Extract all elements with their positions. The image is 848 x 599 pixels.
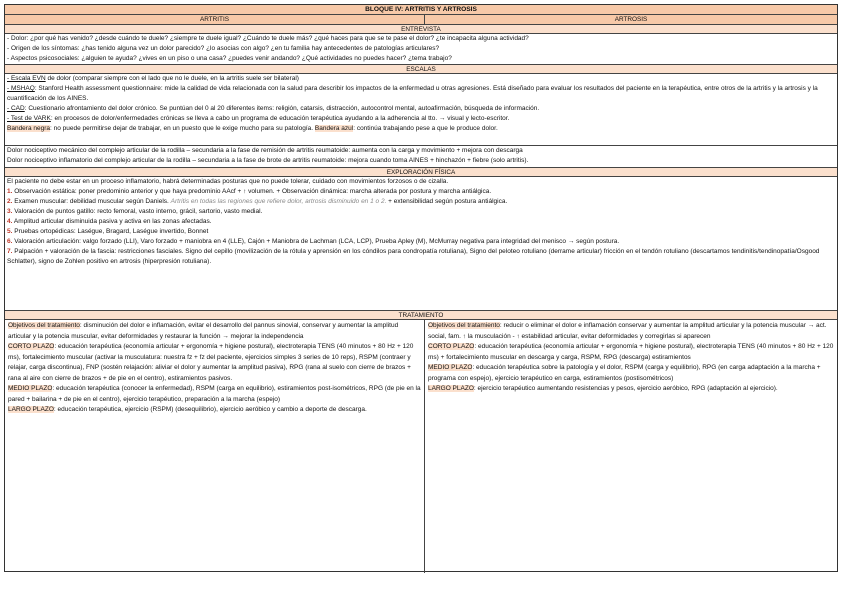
document-table <box>4 4 838 572</box>
tratamiento-item: MEDIO PLAZO: educación terapéutica sobre la patología y el dolor, RSPM (carga y equilibrio), RPG (en carga adaptación a la marcha + programa con espejo), ejercicio terapéutico en carga, estiramientos (postisométricos) <box>428 364 821 382</box>
section-heading-tratamiento: TRATAMIENTO <box>5 311 837 320</box>
exploracion-item: 6. Valoración articulación: valgo forzado (LLI), Varo forzado + maniobra en 4 (LLE), Cajón + Maniobra de Lachman (LCA, LCP), Prueba Apley (M), McMurray negativa para integridad del menisco → según postura. <box>7 238 620 245</box>
exploracion-intro: El paciente no debe estar en un proceso inflamatorio, habrá determinadas posturas que no puede tolerar, cuidado con movimientos forzosos o de cizalla. <box>7 178 449 185</box>
tratamiento-item: Objetivos del tratamiento: reducir o eliminar el dolor e inflamación conservar y aumentar la amplitud articular y la potencia muscular → act. social, fam. ↑ la musculación - ↑ estabilidad articular, evitar deformidades y corregirlas si aparecen <box>428 322 827 340</box>
escala-vark: - Test de VARK: en procesos de dolor/enfermedades crónicas se lleva a cabo un programa de educación terapéutica ayudando a la adherencia al tto. → visual y lecto-escritor. <box>7 115 510 122</box>
escala-label: - MSHAQ <box>7 85 35 92</box>
exploracion-item: 1. Observación estática: poner predominio anterior y que haya predominio AAcf + ↑ volumen. + Observación dinámica: marcha alterada por postura y marcha antiálgica. <box>7 188 492 195</box>
tratamiento-artrosis <box>425 320 837 573</box>
dolor-line: Dolor nociceptivo inflamatorio del complejo articular de la rodilla – secundaria a la fase de brote de artritis reumatoide: mejora cuando toma AINES + hinchazón + fiebre (solo artritis). <box>7 157 529 164</box>
entrevista-block <box>5 34 837 65</box>
tratamiento-item: CORTO PLAZO: educación terapéutica (economía articular + ergonomía + higiene postural), electroterapia TENS (40 minutos + 80 Hz + 120 ms) + fortalecimiento muscular en descarga y carga, RSPM, RPG (descarga) estiramientos <box>428 343 834 361</box>
section-heading-escalas: ESCALAS <box>5 65 837 74</box>
entrevista-line: - Dolor: ¿por qué has venido? ¿desde cuándo te duele? ¿siempre te duele igual? ¿Cuándo te duele más? ¿qué haces para que se te pase el dolor? ¿te incapacita alguna actividad? <box>7 35 529 42</box>
section-heading-exploracion: EXPLORACIÓN FÍSICA <box>5 168 837 177</box>
escala-eva: - Escala EVN de dolor (comparar siempre con el lado que no le duele, en la artritis suele ser bilateral) <box>7 75 299 82</box>
tratamiento-block <box>5 320 837 573</box>
tratamiento-item: MEDIO PLAZO: educación terapéutica (conocer la enfermedad), RSPM (carga en equilibrio), estiramientos post-isométricos, RPG (de pie en la pared + bailarina + de pie en el centro), ejercicio terapéutico, preparación a la marcha (espejo) <box>8 385 421 403</box>
entrevista-line: - Aspectos psicosociales: ¿alguien te ayuda? ¿vives en un piso o una casa? ¿puedes venir andando? ¿Qué actividades no puedes hacer? ¿tema trabajo? <box>7 55 452 62</box>
escala-cad: - CAD: Cuestionario afrontamiento del dolor crónico. Se puntúan del 0 al 20 diferentes items: religión, catarsis, distracción, autocontrol mental, autoafirmación, búsqueda de información. <box>7 105 540 112</box>
banderas-line: Bandera negra: no puede permitirse dejar de trabajar, en un puesto que le exige mucho para su patología. Bandera azul: continúa trabajando pese a que le produce dolor. <box>7 125 498 132</box>
column-headers <box>5 15 837 25</box>
exploracion-item: 4. Amplitud articular disminuida pasiva y activa en las zonas afectadas. <box>7 218 212 225</box>
exploracion-item: 3. Valoración de puntos gatillo: recto femoral, vasto interno, grácil, sartorio, vasto medial. <box>7 208 263 215</box>
column-header-artrosis: ARTROSIS <box>425 15 837 25</box>
column-header-artritis: ARTRITIS <box>5 15 425 25</box>
escala-label: - CAD <box>7 105 25 112</box>
escala-mshaq: - MSHAQ: Stanford Health assessment questionnaire: mide la calidad de vida relacionada con la salud para describir los impactos de la enfermedad u otras agresiones. Está diseñado para evaluar los resultados del paciente en la terapéutica, entre otros de la artritis y la artrosis y la cuantificación de los AINES. <box>7 85 818 102</box>
tratamiento-item: LARGO PLAZO: educación terapéutica, ejercicio (RSPM) (desequilibrio), ejercicio aeróbico y cambio a deporte de descarga. <box>8 406 367 413</box>
dolor-block <box>5 146 837 168</box>
tratamiento-item: CORTO PLAZO: educación terapéutica (economía articular + ergonomía + higiene postural), electroterapia TENS (40 minutos + 80 Hz + 120 ms), fortalecimiento muscular (activar la musculatura: nuestra fz + fz del paciente, ejercicios simples 3 series de 10 reps), RSPM (contraer y relajar, carga discontinua), FNP (sostén relajación: aliviar el dolor y aumentar la amplitud pasiva), RPG (rana al suelo con cierre de brazos + rana al aire con cierre de brazos + de pie en el centro), estiramientos pasivos. <box>8 343 414 382</box>
escala-label: - Test de VARK <box>7 115 51 122</box>
tratamiento-item: Objetivos del tratamiento: disminución del dolor e inflamación, evitar el desarrollo del pannus sinovial, conservar y aumentar la amplitud articular y la potencia muscular, evitar deformidades y restaurar la función → mejorar la independencia <box>8 322 399 340</box>
bandera-negra-label: Bandera negra <box>7 125 51 132</box>
tratamiento-artritis <box>5 320 425 573</box>
bandera-azul-label: Bandera azul <box>314 125 354 132</box>
dolor-line: Dolor nociceptivo mecánico del complejo articular de la rodilla – secundaria a la fase de remisión de artritis reumatoide: aumenta con la carga y movimiento + mejora con descarga <box>7 147 523 154</box>
exploracion-block <box>5 177 837 311</box>
exploracion-item: 5. Pruebas ortopédicas: Laségue, Bragard, Laségue invertido, Bonnet <box>7 228 209 235</box>
entrevista-line: - Origen de los síntomas: ¿has tenido alguna vez un dolor parecido? ¿lo asocias con algo? ¿en tu familia hay antecedentes de patologías articulares? <box>7 45 440 52</box>
escala-label: - Escala EVN <box>7 75 46 82</box>
document-title: BLOQUE IV: ARTRITIS Y ARTROSIS <box>5 5 837 15</box>
tratamiento-item: LARGO PLAZO: ejercicio terapéutico aumentando resistencias y pesos, ejercicio aeróbico, RPG (adaptación al ejercicio). <box>428 385 778 392</box>
section-heading-entrevista: ENTREVISTA <box>5 25 837 34</box>
escalas-block <box>5 74 837 146</box>
exploracion-item: 2. Examen muscular: debilidad muscular según Daniels. Artritis en todas las regiones que refiere dolor, artrosis disminuido en 1 o 2. + extensibilidad según postura antiálgica. <box>7 198 508 205</box>
exploracion-item: 7. Palpación + valoración de la fascia: restricciones fasciales. Signo del cepillo (movilización de la rótula y aprensión en los cóndilos para condropatía rotuliana), Signo del peloteo rotuliano (derrame articular) fricción en el tendón rotuliano (descartamos tendinitis/tendinopatía/Osgood Schlatter), signo de Zohlen positivo en artrosis (hiperpresión rotuliana). <box>7 248 820 265</box>
